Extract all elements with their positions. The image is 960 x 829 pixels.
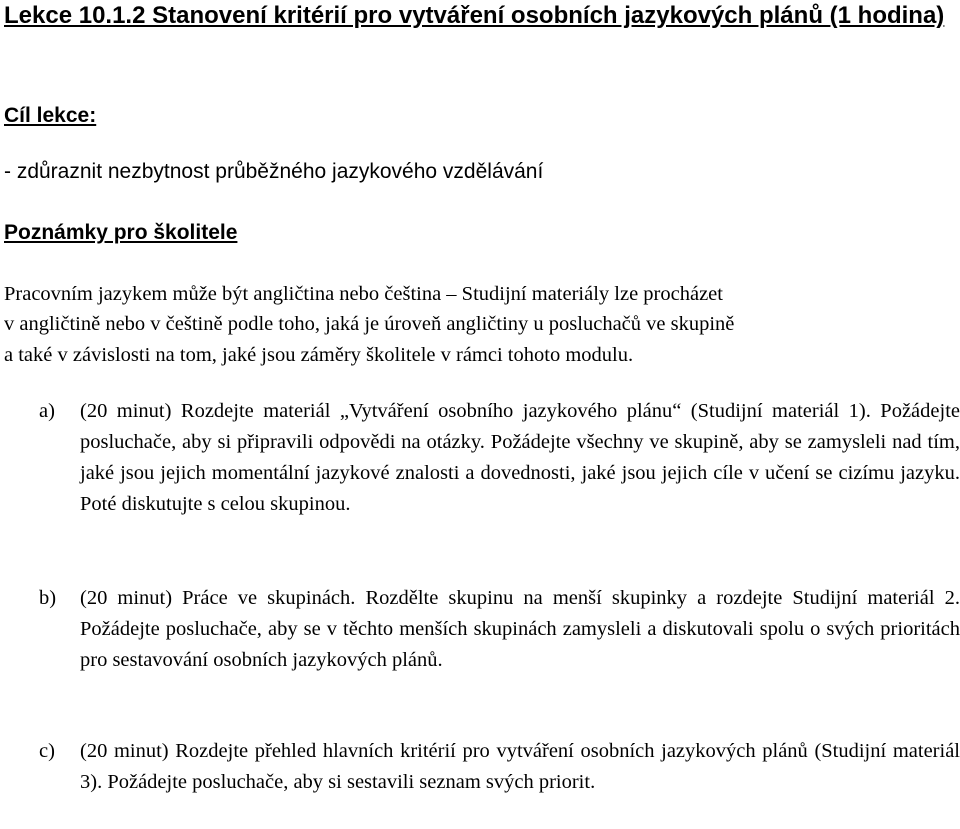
task-marker: c) [39,740,55,762]
notes-heading: Poznámky pro školitele [4,221,238,244]
task-text: (20 minut) Rozdejte materiál „Vytváření osobního jazykového plánu“ (Studijní materiál 1). Požádejte posluchače, aby si připravili odpovědi na otázky. Požádejte všechny ve skupině, aby se zamysleli nad tím, jaké jsou jejich momentální jazykové znalosti a dovednosti, jaké jsou jejich cíle v učení se cizímu jazyku. Poté diskutujte s celou skupinou. [80,400,960,515]
task-marker: a) [39,400,55,422]
lesson-title: Lekce 10.1.2 Stanovení kritérií pro vytváření osobních jazykových plánů (1 hodina) [4,2,945,29]
task-item-c [4,736,960,798]
task-text: (20 minut) Rozdejte přehled hlavních kritérií pro vytváření osobních jazykových plánů (Studijní materiál 3). Požádejte posluchače, aby si sestavili seznam svých priorit. [80,740,960,793]
task-text: (20 minut) Práce ve skupinách. Rozdělte skupinu na menší skupinky a rozdejte Studijní materiál 2. Požádejte posluchače, aby se v těchto menších skupinách zamysleli a diskutovali spolu o svých prioritách pro sestavování osobních jazykových plánů. [80,587,960,671]
task-item-a [4,396,960,520]
goal-item: - zdůraznit nezbytnost průběžného jazykového vzdělávání [4,160,544,183]
notes-intro-line: v angličtině nebo v češtině podle toho, jaká je úroveň angličtiny u posluchačů ve skupině [4,313,735,336]
goal-heading: Cíl lekce: [4,104,97,127]
task-item-b [4,583,960,676]
notes-intro-line: a také v závislosti na tom, jaké jsou záměry školitele v rámci tohoto modulu. [4,343,634,366]
task-marker: b) [39,587,57,609]
notes-intro [4,279,960,370]
notes-intro-line: Pracovním jazykem může být angličtina nebo čeština – Studijní materiály lze procházet [4,283,723,305]
